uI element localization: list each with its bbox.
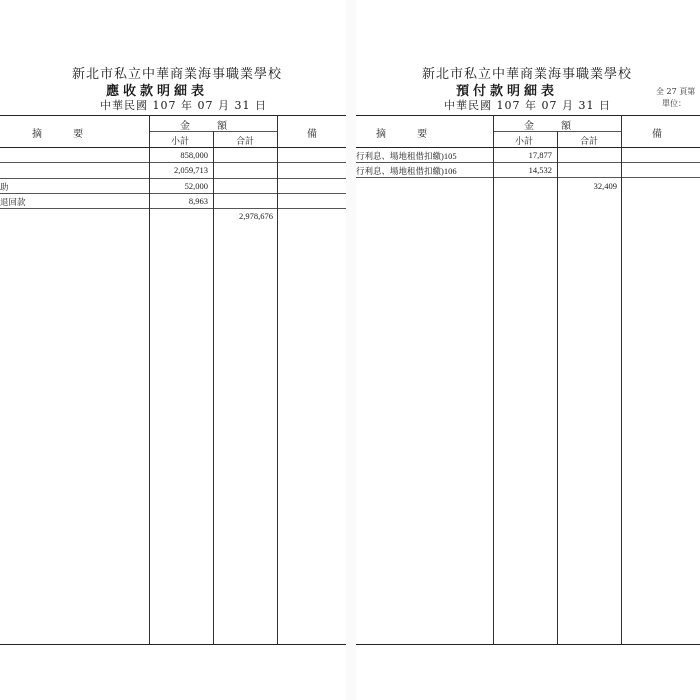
table-top-border (0, 115, 346, 116)
remark-header: 備 (652, 129, 662, 140)
school-name: 新北市私立中華商業海事職業學校 (422, 67, 633, 82)
row-divider (356, 162, 700, 163)
column-divider (277, 115, 278, 644)
column-divider (493, 115, 494, 644)
header-bottom-border (0, 147, 346, 148)
remark-header: 備 (307, 129, 317, 140)
report-date: 中華民國 107 年 07 月 31 日 (100, 99, 267, 112)
report-title: 應收款明細表 (106, 84, 209, 99)
column-divider (149, 115, 150, 644)
row-subtotal: 17,877 (528, 150, 552, 160)
row-description: 退回款 (0, 197, 26, 207)
row-divider (356, 177, 700, 178)
row-description: 行利息、場地租借扣繳)106 (356, 166, 457, 176)
total-header: 合計 (236, 137, 255, 147)
row-description: 行利息、場地租借扣繳)105 (356, 151, 457, 161)
grand-total: 32,409 (593, 181, 617, 191)
page-info: 全 27 頁第 (656, 87, 696, 96)
subtotal-header: 小計 (171, 137, 190, 147)
report-date: 中華民國 107 年 07 月 31 日 (444, 99, 611, 112)
row-subtotal: 52,000 (184, 181, 208, 191)
row-divider (0, 162, 346, 163)
column-divider (557, 131, 558, 644)
total-header: 合計 (580, 137, 599, 147)
header-bottom-border (356, 147, 700, 148)
row-subtotal: 14,532 (528, 165, 552, 175)
subtotal-header: 小計 (515, 137, 534, 147)
amount-header: 金 額 (180, 121, 240, 132)
row-divider (0, 193, 346, 194)
summary-header: 摘 要 (376, 129, 442, 140)
row-subtotal: 2,059,713 (174, 165, 208, 175)
amount-header: 金 額 (524, 121, 584, 132)
table-top-border (356, 115, 700, 116)
column-divider (621, 115, 622, 644)
unit-label: 單位： (662, 99, 686, 108)
row-divider (0, 178, 346, 179)
column-divider (213, 131, 214, 644)
school-name: 新北市私立中華商業海事職業學校 (72, 67, 283, 82)
prepayments-page (356, 0, 700, 700)
row-divider (0, 208, 346, 209)
grand-total: 2,978,676 (239, 211, 273, 221)
summary-header: 摘 要 (32, 129, 98, 140)
row-description: 助 (0, 182, 9, 192)
table-bottom-border (356, 644, 700, 645)
receivables-page (0, 0, 346, 700)
row-subtotal: 8,963 (188, 196, 208, 206)
page-gap (346, 0, 356, 700)
report-title: 預付款明細表 (456, 84, 559, 99)
table-bottom-border (0, 644, 346, 645)
row-subtotal: 858,000 (180, 150, 208, 160)
